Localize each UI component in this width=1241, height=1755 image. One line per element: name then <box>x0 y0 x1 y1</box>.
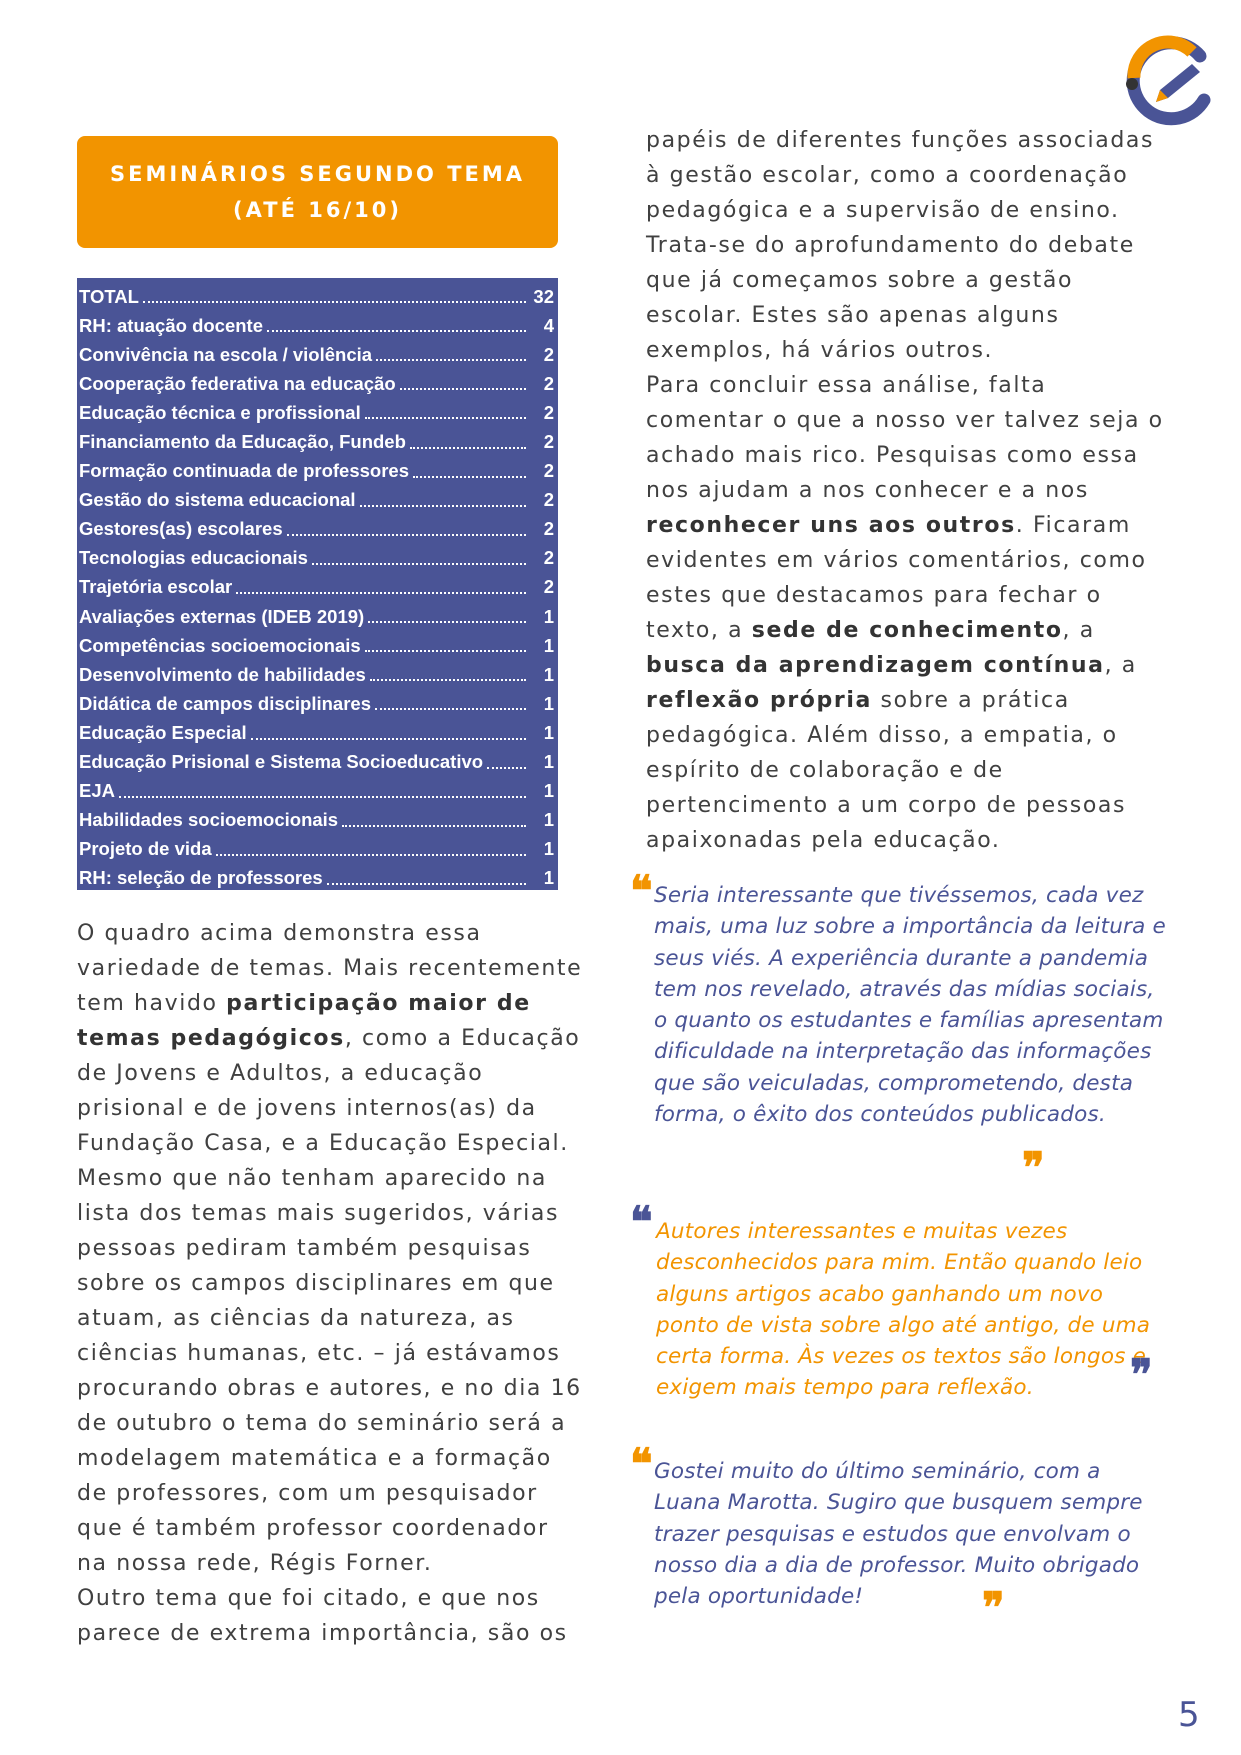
row-value: 1 <box>543 838 554 860</box>
close-quote-icon: ❞ <box>1022 1143 1045 1192</box>
row-value: 2 <box>543 372 554 394</box>
pencil-e-logo-icon <box>1120 34 1216 130</box>
row-value: 1 <box>543 809 554 831</box>
row-value: 1 <box>543 780 554 802</box>
table-row <box>77 369 558 398</box>
dot-leader <box>216 854 526 856</box>
bold-span: reconhecer uns aos outros <box>646 513 1016 538</box>
table-row <box>77 718 558 747</box>
row-value: 2 <box>543 576 554 598</box>
dot-leader <box>251 738 526 740</box>
dot-leader <box>365 417 526 419</box>
row-label: Educação Prisional e Sistema Socioeducativo <box>79 751 484 773</box>
seminar-topics-table <box>77 278 558 890</box>
bold-span: participação maior de temas pedagógicos <box>77 991 531 1051</box>
text-span: sobre a prática pedagógica. Além disso, a empatia, o espírito de colaboração e de pertencimento a um corpo de pessoas apaixonadas pela educação. <box>646 688 1127 853</box>
table-row <box>77 573 558 602</box>
row-label: Formação continuada de professores <box>79 460 410 482</box>
dot-leader <box>400 388 526 390</box>
dot-leader <box>375 708 526 710</box>
row-label: Educação Especial <box>79 721 247 743</box>
table-row <box>77 457 558 486</box>
text-span: . Ficaram evidentes em vários comentários, como estes que destacamos para fechar o texto, a <box>646 513 1147 643</box>
row-value: 1 <box>543 721 554 743</box>
right-paragraph-1: papéis de diferentes funções associadas à gestão escolar, como a coordenação pedagógica e a supervisão de ensino. Trata-se do aprofundamento do debate que já começamos sobre a gestão escolar. Estes são apenas alguns exemplos, há vários outros. <box>646 128 1155 363</box>
bold-span: sede de conhecimento <box>751 618 1063 643</box>
row-label: Cooperação federativa na educação <box>79 372 396 394</box>
left-column-text <box>77 916 587 1651</box>
text-span: , como a Educação de Jovens e Adultos, a educação prisional e de jovens internos(as) da Fundação Casa, e a Educação Especial. Mesmo que não tenham aparecido na lista dos temas mais sugeridos, várias pessoas pediram também pesquisas sobre os campos disciplinares em que atuam, as ciências da natureza, as ciências humanas, etc. – já estávamos procurando obras e autores, e no dia 16 de outubro o tema do seminário será a modelagem matemática e a formação de professores, com um pesquisador que é também professor coordenador na nossa rede, Régis Forner. <box>77 1026 582 1576</box>
dot-leader <box>487 767 526 769</box>
dot-leader <box>370 679 526 681</box>
table-row <box>77 515 558 544</box>
row-label: Projeto de vida <box>79 838 212 860</box>
row-label: Trajetória escolar <box>79 576 233 598</box>
row-label: Gestores(as) escolares <box>79 518 283 540</box>
text-span: , a <box>1104 653 1137 678</box>
row-value: 1 <box>543 605 554 627</box>
row-value: 2 <box>543 518 554 540</box>
row-value: 2 <box>543 431 554 453</box>
table-title-line2: (ATÉ 16/10) <box>233 198 402 222</box>
bold-span: busca da aprendizagem contínua <box>646 653 1105 678</box>
open-quote-icon: ❝ <box>630 1439 653 1488</box>
text-span: Para concluir essa análise, falta comentar o que a nosso ver talvez seja o achado mais rico. Pesquisas como essa nos ajudam a nos conhecer e a nos <box>646 373 1164 503</box>
table-row <box>77 340 558 369</box>
dot-leader <box>360 505 526 507</box>
row-label: EJA <box>79 780 115 802</box>
row-label: Competências socioemocionais <box>79 634 361 656</box>
row-value: 1 <box>543 751 554 773</box>
dot-leader <box>376 359 526 361</box>
dot-leader <box>119 796 526 798</box>
text-span: , a <box>1062 618 1095 643</box>
row-label: Didática de campos disciplinares <box>79 692 371 714</box>
dot-leader <box>410 447 526 449</box>
row-value: 1 <box>543 692 554 714</box>
left-paragraph-2: Outro tema que foi citado, e que nos parece de extrema importância, são os <box>77 1586 568 1646</box>
dot-leader <box>368 621 526 623</box>
table-row <box>77 835 558 864</box>
table-row <box>77 748 558 777</box>
row-value: 4 <box>543 314 554 336</box>
row-value: 2 <box>543 343 554 365</box>
table-row <box>77 427 558 456</box>
row-value: 1 <box>543 867 554 889</box>
open-quote-icon: ❝ <box>630 1197 653 1246</box>
dot-leader <box>413 476 526 478</box>
open-quote-icon: ❝ <box>630 866 653 915</box>
dot-leader <box>312 563 526 565</box>
row-value: 1 <box>543 663 554 685</box>
row-label: Financiamento da Educação, Fundeb <box>79 431 406 453</box>
close-quote-icon: ❞ <box>982 1583 1005 1632</box>
row-label: TOTAL <box>79 285 139 307</box>
row-label: Educação técnica e profissional <box>79 401 361 423</box>
row-label: Avaliações externas (IDEB 2019) <box>79 605 365 627</box>
table-row <box>77 631 558 660</box>
dot-leader <box>327 883 526 885</box>
table-row <box>77 486 558 515</box>
table-row <box>77 864 558 893</box>
right-column-text <box>646 123 1166 858</box>
row-value: 2 <box>543 401 554 423</box>
row-value: 1 <box>543 634 554 656</box>
right-paragraph-2 <box>646 368 1166 858</box>
row-value: 2 <box>543 547 554 569</box>
table-title-line1: SEMINÁRIOS SEGUNDO TEMA <box>109 162 526 186</box>
text-span: O quadro acima demonstra essa variedade de temas. Mais recentemente tem havido <box>77 921 583 1016</box>
row-label: Habilidades socioemocionais <box>79 809 339 831</box>
table-row <box>77 777 558 806</box>
dot-leader <box>287 534 526 536</box>
row-value: 32 <box>533 285 554 307</box>
table-title-box <box>77 136 558 248</box>
bold-span: reflexão própria <box>646 688 872 713</box>
table-row <box>77 806 558 835</box>
dot-leader <box>236 592 526 594</box>
quote-3: Gostei muito do último seminário, com a Luana Marotta. Sugiro que busquem sempre trazer pesquisas e estudos que envolvam o nosso dia a dia de professor. Muito obrigado pela oportunidade! <box>654 1459 1143 1610</box>
table-row <box>77 544 558 573</box>
row-label: RH: atuação docente <box>79 314 264 336</box>
dot-leader <box>267 330 526 332</box>
table-row <box>77 660 558 689</box>
table-row <box>77 311 558 340</box>
quote-1: Seria interessante que tivéssemos, cada vez mais, uma luz sobre a importância da leitura e seus viés. A experiência durante a pandemia tem nos revelado, através das mídias sociais, o quanto os estudantes e famílias apresentam dificuldade na interpretação das informações que são veiculadas, comprometendo, desta forma, o êxito dos conteúdos publicados. <box>654 883 1166 1128</box>
row-label: RH: seleção de professores <box>79 867 323 889</box>
dot-leader <box>365 650 526 652</box>
row-label: Desenvolvimento de habilidades <box>79 663 366 685</box>
row-value: 2 <box>543 460 554 482</box>
row-value: 2 <box>543 489 554 511</box>
table-row <box>77 602 558 631</box>
left-paragraph-1 <box>77 916 587 1581</box>
table-row <box>77 398 558 427</box>
row-label: Tecnologias educacionais <box>79 547 308 569</box>
table-row <box>77 689 558 718</box>
quote-2: Autores interessantes e muitas vezes desconhecidos para mim. Então quando leio alguns artigos acabo ganhando um novo ponto de vista sobre algo até antigo, de uma certa forma. Às vezes os textos são longos e exigem mais tempo para reflexão. <box>656 1219 1151 1401</box>
dot-leader <box>143 301 526 303</box>
row-label: Convivência na escola / violência <box>79 343 373 365</box>
row-label: Gestão do sistema educacional <box>79 489 356 511</box>
page-number: 5 <box>1178 1695 1200 1735</box>
table-row <box>77 282 558 311</box>
close-quote-icon: ❞ <box>1130 1350 1153 1399</box>
dot-leader <box>342 825 526 827</box>
